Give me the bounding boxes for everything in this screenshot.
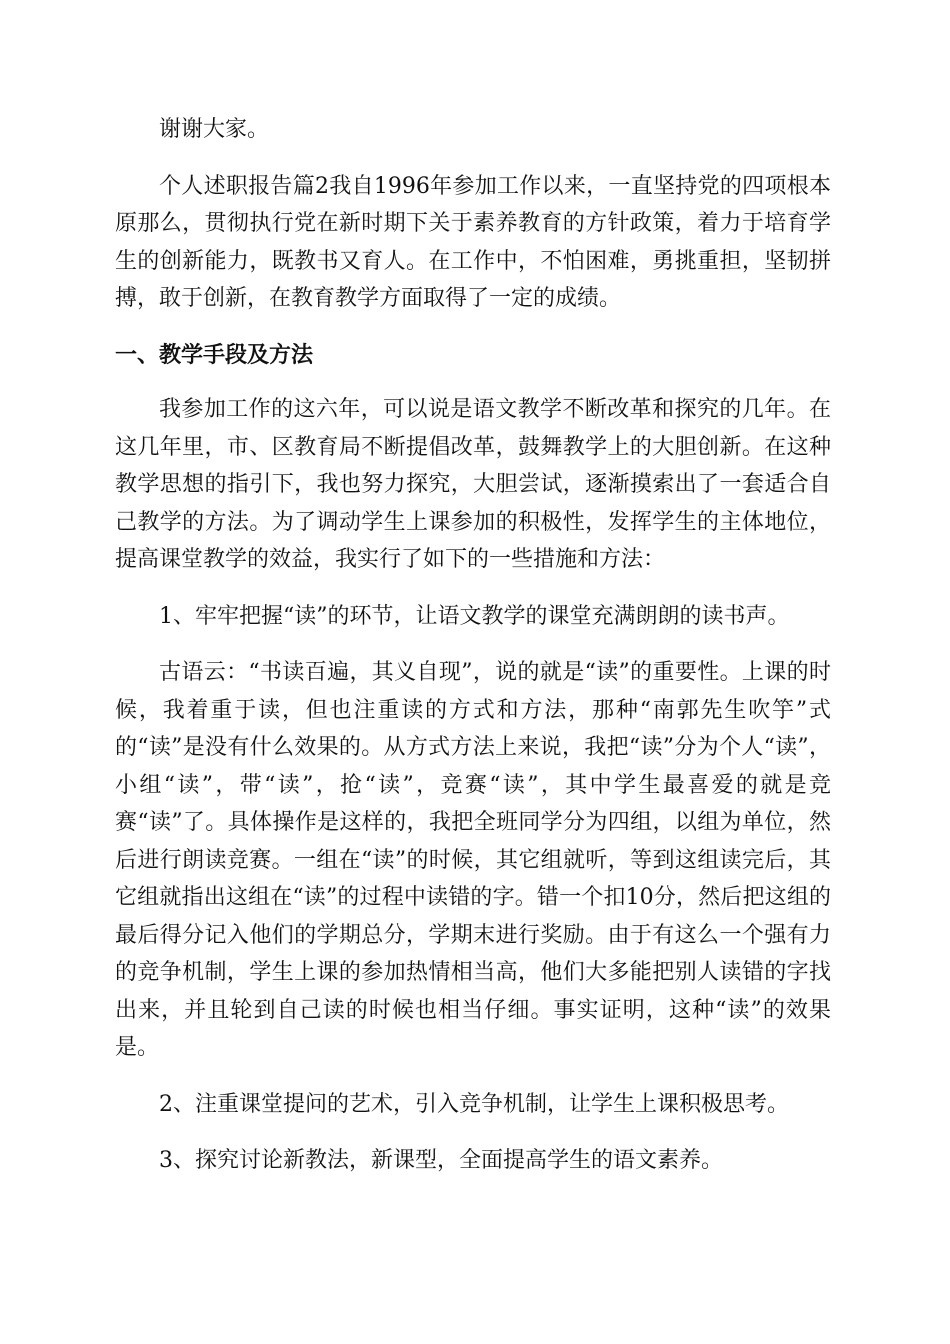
paragraph-section1-body: 我参加工作的这六年，可以说是语文教学不断改革和探究的几年。在这几年里，市、区教育局不断提倡改革，鼓舞教学上的大胆创新。在这种教学思想的指引下，我也努力探究，大胆尝试，逐渐摸索出了一套适合自己教学的方法。为了调动学生上课参加的积极性，发挥学生的主体地位，提高课堂教学的效益，我实行了如下的一些措施和方法：	[115, 397, 831, 572]
document-body	[115, 111, 831, 1180]
list-item-2: 2、注重课堂提问的艺术，引入竞争机制，让学生上课积极思考。	[159, 1091, 789, 1117]
paragraph-reading-detail: 古语云：“书读百遍，其义自现”，说的就是“读”的重要性。上课的时候，我着重于读，但也注重读的方式和方法，那种“南郭先生吹竽”式的“读”是没有什么效果的。从方式方法上来说，我把“读”分为个人“读”，小组“读”，带“读”，抢“读”，竞赛“读”，其中学生最喜爱的就是竞赛“读”了。具体操作是这样的，我把全班同学分为四组，以组为单位，然后进行朗读竞赛。一组在“读”的时候，其它组就听，等到这组读完后，其它组就指出这组在“读”的过程中读错的字。错一个扣10分，然后把这组的最后得分记入他们的学期总分，学期末进行奖励。由于有这么一个强有力的竞争机制，学生上课的参加热情相当高，他们大多能把别人读错的字找出来，并且轮到自己读的时候也相当仔细。事实证明，这种“读”的效果是。	[115, 660, 831, 1060]
paragraph-intro: 个人述职报告篇2我自1996年参加工作以来，一直坚持党的四项根本原那么，贯彻执行党在新时期下关于素养教育的方针政策，着力于培育学生的创新能力，既教书又育人。在工作中，不怕困难，勇挑重担，坚韧拼搏，敢于创新，在教育教学方面取得了一定的成绩。	[115, 173, 831, 311]
paragraph-thanks: 谢谢大家。	[159, 117, 270, 142]
list-item-1: 1、牢牢把握“读”的环节，让语文教学的课堂充满朗朗的读书声。	[159, 603, 790, 629]
section-heading-teaching-methods: 一、教学手段及方法	[115, 342, 314, 368]
list-item-3: 3、探究讨论新教法，新课型，全面提高学生的语文素养。	[159, 1148, 723, 1173]
